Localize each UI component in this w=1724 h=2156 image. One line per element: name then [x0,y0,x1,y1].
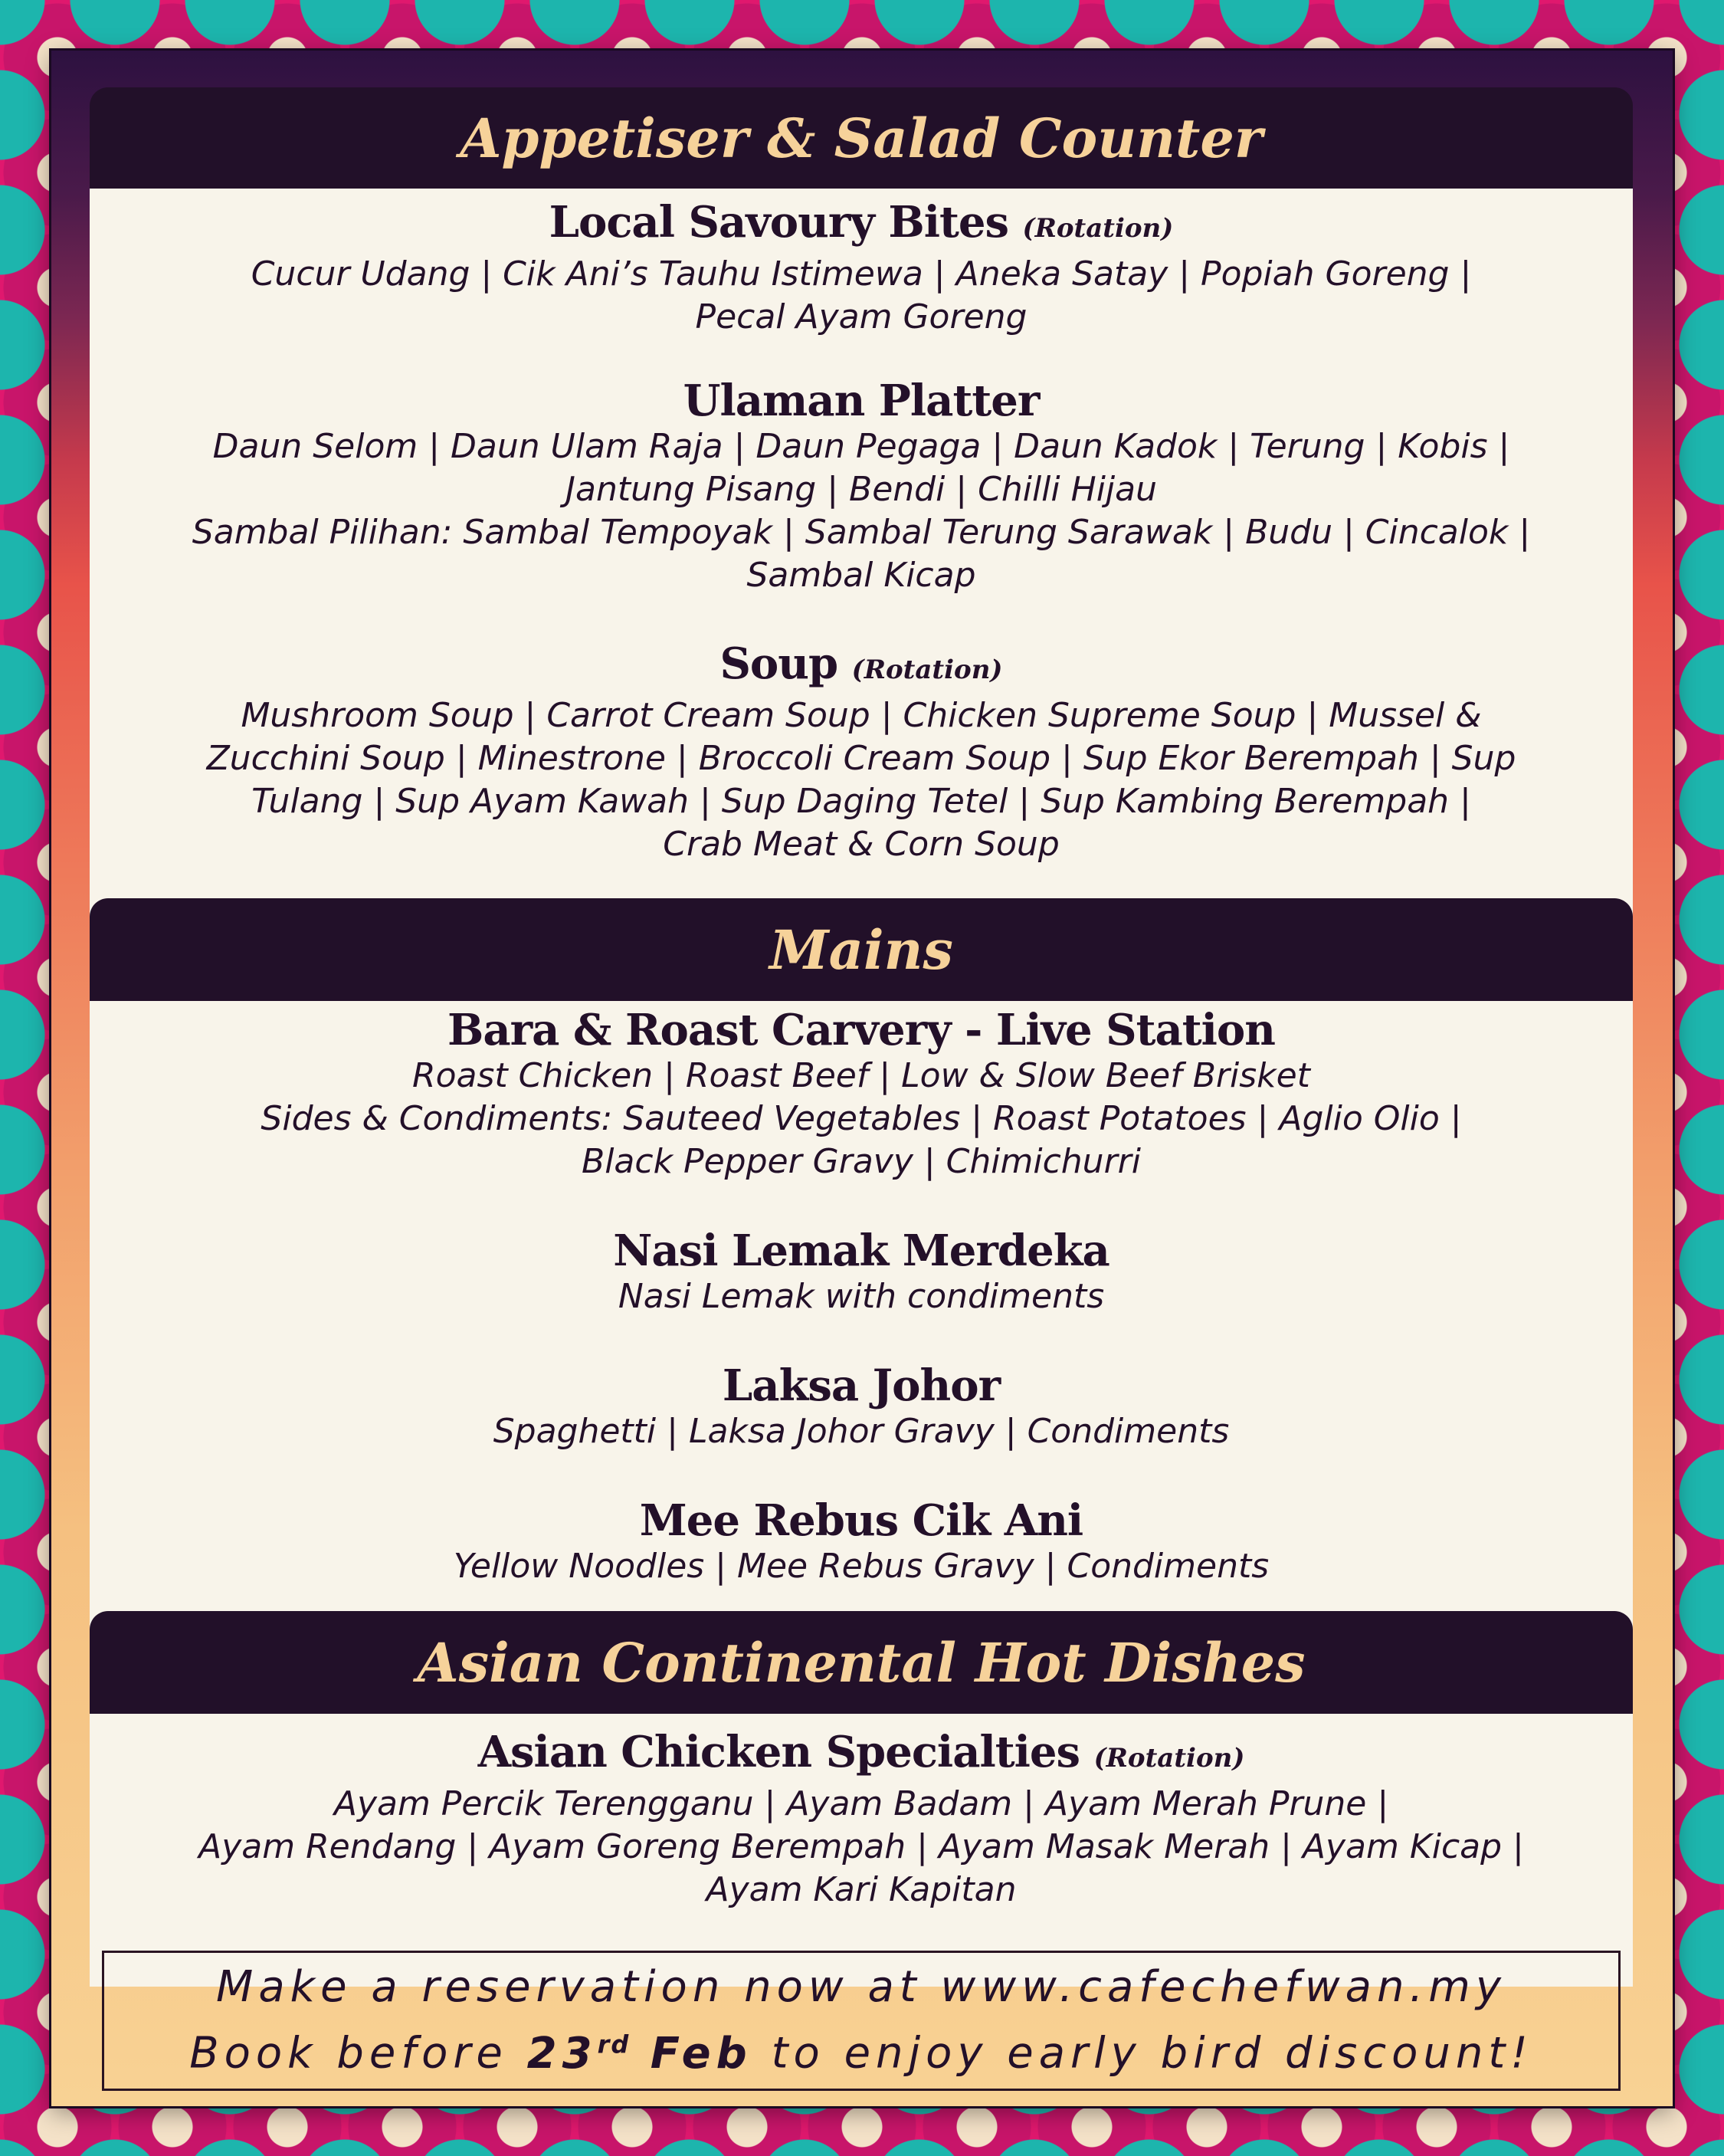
item-line: Ayam Rendang | Ayam Goreng Berempah | Ayam Masak Merah | Ayam Kicap | [198,1827,1524,1866]
item-note: (Rotation) [1022,213,1174,244]
deadline-day-suffix: rd [597,2030,631,2059]
item-lines [90,1275,1633,1318]
item-line: Roast Chicken | Roast Beef | Low & Slow Beef Brisket [412,1056,1310,1095]
item-line: Daun Selom | Daun Ulam Raja | Daun Pegaga | Daun Kadok | Terung | Kobis | [212,427,1510,466]
menu-item-ulaman-platter [90,376,1633,597]
reservation-line: Make a reservation now at www.cafechefwan.my [216,1962,1506,2013]
item-lines [90,1055,1633,1183]
section-body-mains [90,1001,1633,1651]
item-title: Local Savoury Bites [549,197,1008,248]
item-line: Sambal Pilihan: Sambal Tempoyak | Sambal Terung Sarawak | Budu | Cincalok | [192,513,1531,552]
menu-item-asian-chicken [90,1728,1633,1912]
section-header-mains [90,898,1633,1001]
item-title: Bara & Roast Carvery - Live Station [447,1005,1275,1055]
section-header-appetiser [90,87,1633,189]
item-title: Laksa Johor [722,1360,1001,1411]
item-lines [90,1410,1633,1453]
menu-item-bara-roast-carvery [90,1006,1633,1183]
menu-item-mee-rebus [90,1496,1633,1588]
item-line: Sides & Condiments: Sauteed Vegetables | Roast Potatoes | Aglio Olio | [261,1099,1462,1138]
section-title: Asian Continental Hot Dishes [417,1630,1306,1695]
menu-item-soup [90,639,1633,866]
deadline-month: Feb [650,2028,752,2079]
item-line: Crab Meat & Corn Soup [663,825,1060,864]
item-title: Mee Rebus Cik Ani [639,1495,1083,1546]
item-line: Pecal Ayam Goreng [695,297,1028,336]
early-bird-line [189,2016,1533,2082]
item-line: Jantung Pisang | Bendi | Chilli Hijau [565,470,1157,509]
item-title: Asian Chicken Specialties [477,1727,1080,1777]
item-line: Ayam Kari Kapitan [706,1870,1017,1909]
early-bird-prefix: Book before [189,2028,508,2079]
item-line: Sambal Kicap [746,556,976,595]
item-line: Ayam Percik Terengganu | Ayam Badam | Ayam Merah Prune | [333,1784,1389,1823]
item-lines [90,694,1633,866]
item-line: Mushroom Soup | Carrot Cream Soup | Chicken Supreme Soup | Mussel & [241,696,1482,735]
section-title: Appetiser & Salad Counter [460,106,1263,170]
item-line: Nasi Lemak with condiments [618,1277,1105,1316]
item-lines [90,1545,1633,1588]
item-note: (Rotation) [851,655,1003,685]
deadline-day: 23 [526,2028,598,2079]
item-note: (Rotation) [1093,1743,1245,1774]
menu-item-local-savoury-bites [90,198,1633,339]
item-lines [90,1783,1633,1912]
item-title: Nasi Lemak Merdeka [613,1226,1109,1276]
deadline-date [527,2029,752,2079]
section-header-asian-continental [90,1611,1633,1714]
item-line: Spaghetti | Laksa Johor Gravy | Condiments [493,1412,1230,1451]
item-title: Soup [719,638,838,689]
early-bird-suffix: to enjoy early bird discount! [771,2028,1533,2079]
item-lines [90,425,1633,597]
item-line: Tulang | Sup Ayam Kawah | Sup Daging Tetel | Sup Kambing Berempah | [251,782,1471,821]
item-line: Yellow Noodles | Mee Rebus Gravy | Condiments [453,1547,1270,1586]
menu-item-laksa-johor [90,1361,1633,1453]
section-title: Mains [769,917,953,982]
menu-frame [51,51,1673,2106]
section-body-appetiser [90,189,1633,934]
item-line: Cucur Udang | Cik Ani’s Tauhu Istimewa | Aneka Satay | Popiah Goreng | [251,254,1472,294]
menu-item-nasi-lemak [90,1226,1633,1318]
section-body-asian-continental [90,1714,1633,1987]
item-title: Ulaman Platter [683,376,1040,426]
item-line: Black Pepper Gravy | Chimichurri [582,1142,1141,1181]
item-line: Zucchini Soup | Minestrone | Broccoli Cream Soup | Sup Ekor Berempah | Sup [206,739,1516,778]
reservation-footer [102,1951,1621,2091]
item-lines [90,253,1633,339]
